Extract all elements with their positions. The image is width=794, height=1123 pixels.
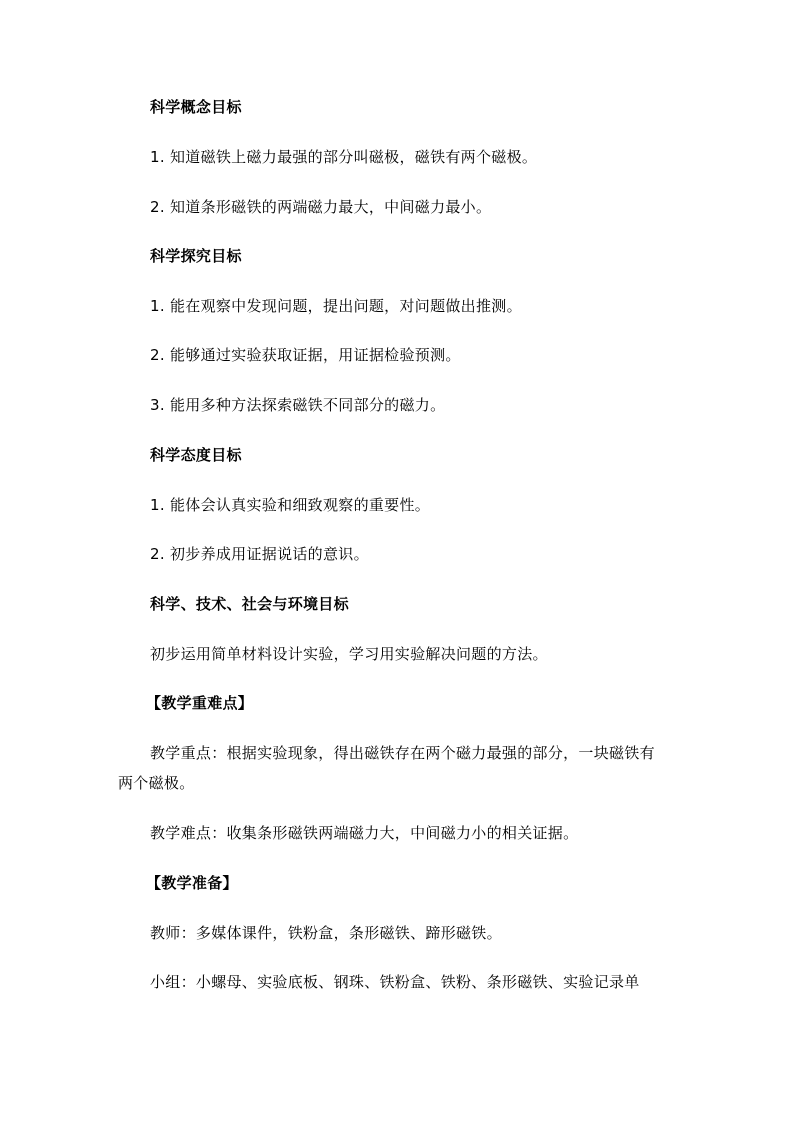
key-difficult-points-heading: 【教学重难点】 [146, 694, 254, 712]
inquiry-goal-3: 3. 能用多种方法探索磁铁不同部分的磁力。 [150, 396, 446, 414]
group-preparation: 小组：小螺母、实验底板、钢珠、铁粉盒、铁粉、条形磁铁、实验记录单 [150, 973, 640, 991]
concept-goal-1: 1. 知道磁铁上磁力最强的部分叫磁极，磁铁有两个磁极。 [150, 148, 538, 166]
stse-goal-1: 初步运用简单材料设计实验，学习用实验解决问题的方法。 [150, 645, 548, 663]
inquiry-goals-heading: 科学探究目标 [150, 247, 242, 265]
teaching-preparation-heading: 【教学准备】 [146, 874, 238, 892]
difficult-point: 教学难点：收集条形磁铁两端磁力大，中间磁力小的相关证据。 [150, 824, 579, 842]
concept-goal-2: 2. 知道条形磁铁的两端磁力最大，中间磁力最小。 [150, 198, 492, 216]
key-point-line-2: 两个磁极。 [118, 774, 195, 792]
concept-goals-heading: 科学概念目标 [150, 98, 242, 116]
teacher-preparation: 教师：多媒体课件，铁粉盒，条形磁铁、蹄形磁铁。 [150, 924, 502, 942]
stse-goals-heading: 科学、技术、社会与环境目标 [150, 595, 349, 613]
inquiry-goal-2: 2. 能够通过实验获取证据，用证据检验预测。 [150, 346, 461, 364]
key-point-line-1: 教学重点：根据实验现象，得出磁铁存在两个磁力最强的部分，一块磁铁有 [150, 744, 655, 762]
attitude-goals-heading: 科学态度目标 [150, 446, 242, 464]
attitude-goal-2: 2. 初步养成用证据说话的意识。 [150, 545, 369, 563]
inquiry-goal-1: 1. 能在观察中发现问题，提出问题，对问题做出推测。 [150, 297, 522, 315]
attitude-goal-1: 1. 能体会认真实验和细致观察的重要性。 [150, 496, 431, 514]
